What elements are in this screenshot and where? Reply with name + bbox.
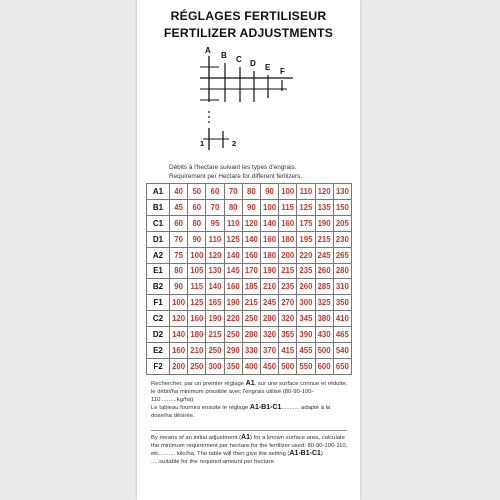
table-cell: 185 — [242, 279, 260, 295]
table-cell: 70 — [224, 184, 242, 200]
table-cell: 215 — [279, 263, 297, 279]
table-cell: 250 — [224, 327, 242, 343]
table-cell: 70 — [206, 199, 224, 215]
instructions-french-p2: Le tableau fournira ensuite le réglage A1-B1-C1........... adapté à la dose/ha désirée. — [151, 404, 331, 419]
table-cell: 100 — [170, 295, 188, 311]
table-cell: 160 — [224, 279, 242, 295]
table-cell: 120 — [242, 215, 260, 231]
table-row — [147, 231, 352, 247]
row-label: F2 — [147, 358, 170, 374]
table-cell: 120 — [206, 247, 224, 263]
fertilizer-adjustment-card — [137, 0, 360, 500]
table-cell: 210 — [188, 343, 206, 359]
diagram-letter-e: E — [265, 63, 271, 72]
instructions-french-p1: Rechercher, par un premier réglage A1, sur une surface connue et réduite, le débit/ha minimum possible avec l'engrais utilisé (80-90-100-110..........kg/ha). — [151, 380, 348, 403]
table-cell: 270 — [279, 295, 297, 311]
table-cell: 345 — [297, 311, 315, 327]
row-label: D1 — [147, 231, 170, 247]
table-cell: 265 — [333, 247, 351, 263]
table-cell: 75 — [170, 247, 188, 263]
table-cell: 355 — [279, 327, 297, 343]
table-cell: 190 — [224, 295, 242, 311]
title-english: FERTILIZER ADJUSTMENTS — [163, 26, 334, 40]
table-cell: 455 — [297, 343, 315, 359]
table-cell: 95 — [206, 215, 224, 231]
table-cell: 160 — [188, 311, 206, 327]
diagram-letter-a: A — [205, 46, 211, 55]
table-cell: 150 — [333, 199, 351, 215]
table-cell: 125 — [224, 231, 242, 247]
table-cell: 160 — [170, 343, 188, 359]
table-cell: 205 — [333, 215, 351, 231]
table-cell: 80 — [188, 215, 206, 231]
table-cell: 195 — [297, 231, 315, 247]
table-cell: 285 — [315, 279, 333, 295]
table-cell: 165 — [206, 295, 224, 311]
table-cell: 140 — [260, 215, 278, 231]
table-cell: 390 — [297, 327, 315, 343]
table-cell: 105 — [188, 263, 206, 279]
table-cell: 650 — [333, 358, 351, 374]
caption-english: Requirement per Hectare for different ferilizers. — [169, 172, 303, 180]
table-cell: 130 — [206, 263, 224, 279]
table-cell: 115 — [188, 279, 206, 295]
table-cell: 280 — [242, 327, 260, 343]
table-cell: 260 — [315, 263, 333, 279]
row-label: B2 — [147, 279, 170, 295]
table-cell: 320 — [260, 327, 278, 343]
table-cell: 90 — [260, 184, 278, 200]
table-cell: 540 — [333, 343, 351, 359]
table-cell: 310 — [333, 279, 351, 295]
table-cell: 90 — [242, 199, 260, 215]
table-cell: 45 — [170, 199, 188, 215]
table-cell: 200 — [279, 247, 297, 263]
table-cell: 145 — [224, 263, 242, 279]
table-cell: 170 — [242, 263, 260, 279]
table-cell: 245 — [315, 247, 333, 263]
table-cell: 230 — [333, 231, 351, 247]
table-cell: 110 — [224, 215, 242, 231]
table-cell: 410 — [333, 311, 351, 327]
table-cell: 125 — [188, 295, 206, 311]
table-cell: 140 — [170, 327, 188, 343]
table-cell: 215 — [206, 327, 224, 343]
table-cell: 500 — [315, 343, 333, 359]
table-cell: 120 — [170, 311, 188, 327]
diagram-letter-d: D — [250, 59, 256, 68]
table-cell: 90 — [170, 279, 188, 295]
table-row — [147, 343, 352, 359]
table-cell: 465 — [333, 327, 351, 343]
table-cell: 245 — [260, 295, 278, 311]
table-cell: 350 — [333, 295, 351, 311]
table-cell: 190 — [206, 311, 224, 327]
row-label: C2 — [147, 311, 170, 327]
diagram-letter-f: F — [280, 67, 285, 76]
table-cell: 250 — [206, 343, 224, 359]
diagram-letter-c: C — [236, 55, 242, 64]
table-cell: 70 — [170, 231, 188, 247]
table-cell: 160 — [260, 231, 278, 247]
table-cell: 140 — [224, 247, 242, 263]
table-cell: 215 — [242, 295, 260, 311]
row-label: E1 — [147, 263, 170, 279]
table-cell: 60 — [170, 215, 188, 231]
diagram-letter-b: B — [221, 51, 227, 60]
table-cell: 400 — [242, 358, 260, 374]
table-row — [147, 327, 352, 343]
table-cell: 100 — [260, 199, 278, 215]
row-label: A1 — [147, 184, 170, 200]
table-cell: 160 — [279, 215, 297, 231]
table-cell: 235 — [279, 279, 297, 295]
diagram-dot — [208, 111, 210, 113]
table-cell: 175 — [297, 215, 315, 231]
table-cell: 280 — [333, 263, 351, 279]
table-cell: 180 — [188, 327, 206, 343]
table-cell: 125 — [297, 199, 315, 215]
table-caption — [169, 164, 349, 181]
table-cell: 130 — [333, 184, 351, 200]
instructions-french — [151, 380, 349, 420]
table-cell: 380 — [315, 311, 333, 327]
table-cell: 140 — [206, 279, 224, 295]
table-cell: 430 — [315, 327, 333, 343]
table-cell: 180 — [260, 247, 278, 263]
table-cell: 80 — [242, 184, 260, 200]
table-cell: 235 — [297, 263, 315, 279]
table-cell: 450 — [260, 358, 278, 374]
table-cell: 140 — [242, 231, 260, 247]
row-label: E2 — [147, 343, 170, 359]
adjustment-diagram — [137, 0, 360, 160]
table-cell: 300 — [206, 358, 224, 374]
table-cell: 60 — [188, 199, 206, 215]
table-row — [147, 199, 352, 215]
table-cell: 90 — [188, 231, 206, 247]
table-cell: 415 — [279, 343, 297, 359]
table-cell: 290 — [224, 343, 242, 359]
divider — [151, 430, 347, 431]
table-cell: 110 — [206, 231, 224, 247]
table-cell: 200 — [170, 358, 188, 374]
table-row — [147, 263, 352, 279]
row-label: C1 — [147, 215, 170, 231]
table-row — [147, 295, 352, 311]
table-cell: 600 — [315, 358, 333, 374]
table-row — [147, 311, 352, 327]
table-cell: 210 — [260, 279, 278, 295]
adjustment-table — [146, 183, 352, 375]
table-cell: 500 — [279, 358, 297, 374]
table-cell: 135 — [315, 199, 333, 215]
table-row — [147, 215, 352, 231]
diagram-dot — [208, 116, 210, 118]
table-cell: 300 — [297, 295, 315, 311]
diagram-dot — [208, 121, 210, 123]
table-cell: 40 — [170, 184, 188, 200]
table-cell: 550 — [297, 358, 315, 374]
table-cell: 160 — [242, 247, 260, 263]
title-french: RÉGLAGES FERTILISEUR — [170, 9, 327, 23]
table-cell: 80 — [170, 263, 188, 279]
table-cell: 60 — [206, 184, 224, 200]
row-label: B1 — [147, 199, 170, 215]
table-row — [147, 279, 352, 295]
row-label: A2 — [147, 247, 170, 263]
instructions-english — [151, 434, 349, 466]
table-cell: 50 — [188, 184, 206, 200]
instructions-english-p1: By means of an initial adjustment (A1) for a known surface area, calculate the minimum requirement per hectare for the fertilizer used: 80-90-100-110, etc.......... kilo/ha. The table will then give the setting (A1-B1-C1) .....suitable for the required amount per hectare. — [151, 434, 348, 465]
table-cell: 100 — [188, 247, 206, 263]
table-cell: 280 — [260, 311, 278, 327]
table-cell: 190 — [260, 263, 278, 279]
table-row — [147, 247, 352, 263]
table-cell: 215 — [315, 231, 333, 247]
table-cell: 120 — [315, 184, 333, 200]
table-cell: 250 — [242, 311, 260, 327]
table-cell: 320 — [279, 311, 297, 327]
diagram-label-2: 2 — [232, 139, 237, 148]
table-cell: 250 — [188, 358, 206, 374]
table-cell: 330 — [242, 343, 260, 359]
table-cell: 180 — [279, 231, 297, 247]
table-cell: 115 — [279, 199, 297, 215]
table-cell: 350 — [224, 358, 242, 374]
diagram-label-1: 1 — [200, 139, 205, 148]
table-cell: 260 — [297, 279, 315, 295]
table-row — [147, 358, 352, 374]
table-row — [147, 184, 352, 200]
table-cell: 80 — [224, 199, 242, 215]
table-cell: 325 — [315, 295, 333, 311]
table-cell: 100 — [279, 184, 297, 200]
table-cell: 370 — [260, 343, 278, 359]
row-label: F1 — [147, 295, 170, 311]
table-cell: 190 — [315, 215, 333, 231]
table-cell: 220 — [297, 247, 315, 263]
row-label: D2 — [147, 327, 170, 343]
caption-french: Débits à l'hectare suivant les types d'engrais. — [169, 164, 297, 171]
table-cell: 220 — [224, 311, 242, 327]
table-cell: 110 — [297, 184, 315, 200]
